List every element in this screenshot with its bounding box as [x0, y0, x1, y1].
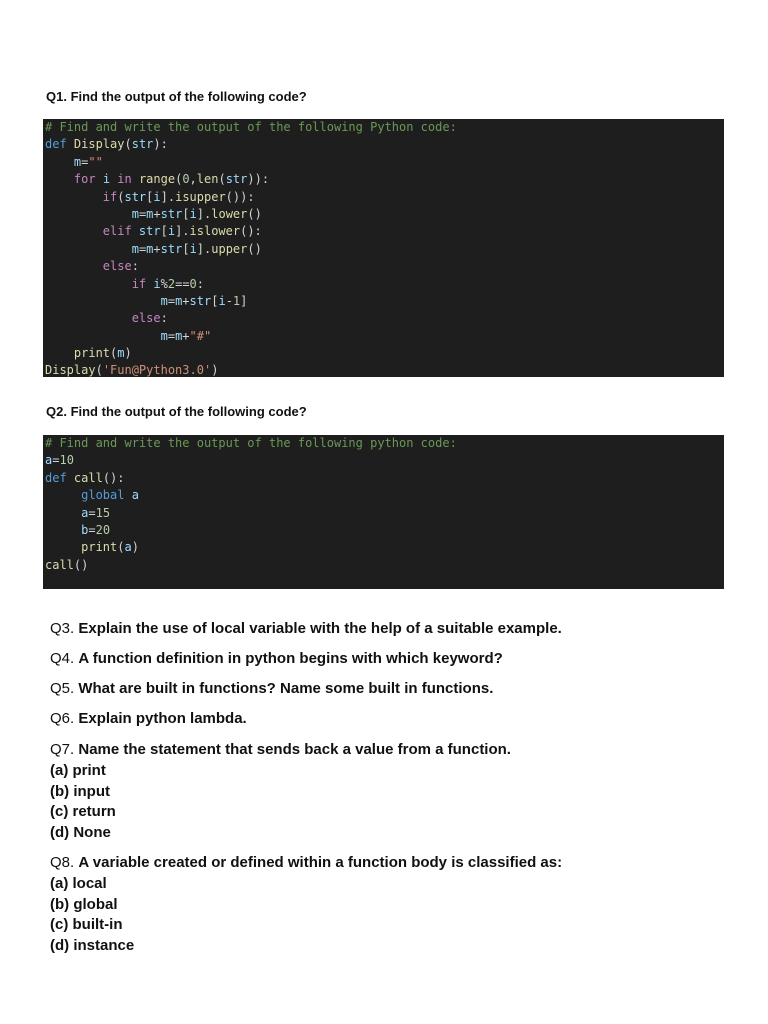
code-line: if i%2==0: [131, 276, 205, 291]
code-line: else: [102, 259, 139, 274]
question-q4 [50, 649, 503, 670]
code-line: for i in range(0,len(str)): [73, 172, 270, 187]
code-line: a=15 [81, 505, 111, 520]
q2-heading: Q2. Find the output of the following code? [46, 404, 307, 419]
question-text: A variable created or defined within a function body is classified as: [78, 854, 563, 871]
code-line: # Find and write the output of the following python code: [45, 436, 457, 450]
code-line: b=20 [81, 522, 111, 537]
code-line: def Display(str): [45, 137, 168, 152]
q1-heading: Q1. Find the output of the following code? [46, 89, 307, 104]
code-line: global a [81, 488, 139, 503]
option-a: (a) print [50, 761, 106, 779]
question-text: What are built in functions? Name some built in functions. [78, 680, 494, 697]
option-a: (a) local [50, 874, 107, 892]
code-line: call() [45, 557, 89, 572]
code-line: elif str[i].islower(): [102, 224, 262, 239]
question-q7 [50, 740, 511, 844]
code-line: else: [131, 311, 168, 326]
question-number: Q7. [50, 741, 75, 758]
code-line: Display('Fun@Python3.0') [45, 363, 219, 378]
question-number: Q3. [50, 620, 75, 637]
option-c: (c) return [50, 803, 116, 821]
code-line: def call(): [45, 470, 125, 485]
option-d: (d) None [50, 824, 111, 842]
q2-code-block [43, 435, 724, 589]
question-number: Q5. [50, 680, 75, 697]
code-line: m=m+str[i-1] [160, 293, 248, 308]
q1-code-block [43, 119, 724, 377]
question-text: Explain the use of local variable with the help of a suitable example. [78, 620, 562, 637]
code-line: a=10 [45, 453, 74, 468]
option-c: (c) built-in [50, 916, 123, 934]
code-line: # Find and write the output of the following Python code: [45, 120, 457, 134]
question-number: Q8. [50, 854, 75, 871]
option-b: (b) global [50, 895, 118, 913]
code-line: m=m+str[i].upper() [131, 241, 262, 256]
code-line: print(a) [81, 540, 139, 555]
question-q8 [50, 853, 562, 957]
question-q6 [50, 709, 247, 730]
code-line: m="" [73, 154, 103, 169]
question-text: A function definition in python begins with which keyword? [78, 650, 503, 667]
code-line: m=m+"#" [160, 328, 212, 343]
option-d: (d) instance [50, 937, 135, 955]
question-text: Explain python lambda. [78, 710, 247, 727]
option-b: (b) input [50, 782, 110, 800]
question-q5 [50, 679, 493, 700]
code-line: if(str[i].isupper()): [102, 189, 255, 204]
code-line: m=m+str[i].lower() [131, 206, 262, 221]
question-number: Q6. [50, 710, 75, 727]
question-number: Q4. [50, 650, 75, 667]
question-q3 [50, 619, 562, 640]
question-text: Name the statement that sends back a value from a function. [78, 741, 511, 758]
code-line: print(m) [73, 346, 132, 361]
